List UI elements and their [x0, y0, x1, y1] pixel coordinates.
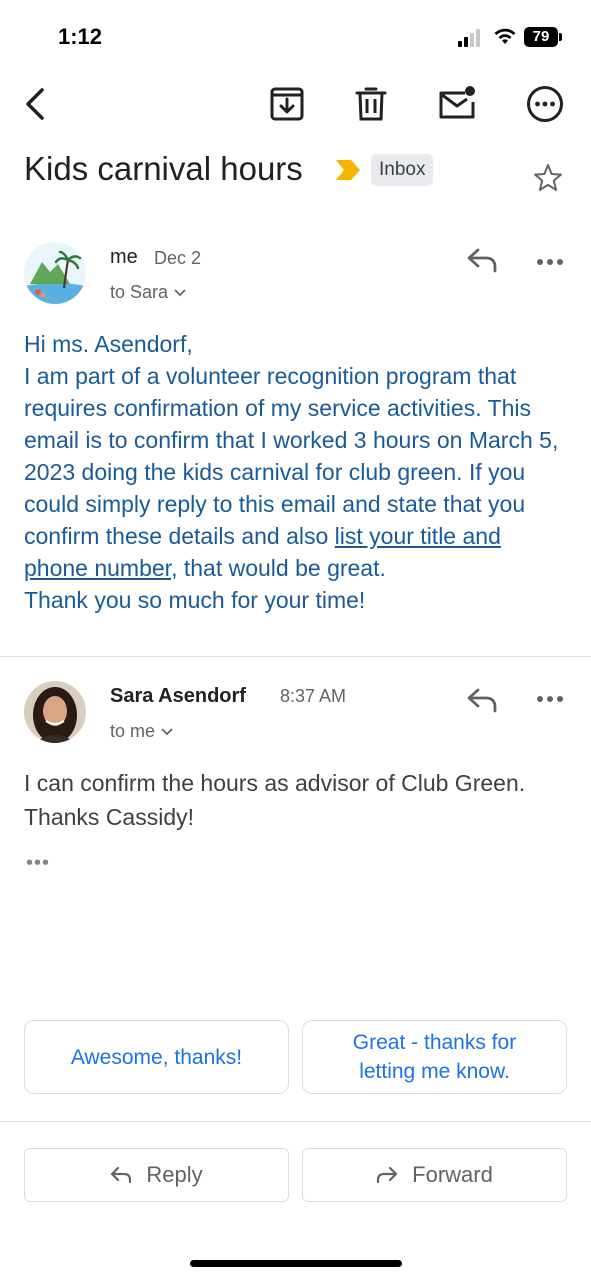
- message-body: I can confirm the hours as advisor of Club Green. Thanks Cassidy!: [24, 770, 526, 830]
- mark-unread-icon[interactable]: [437, 84, 477, 124]
- battery-level: 79: [524, 27, 558, 47]
- reply-button[interactable]: [24, 1148, 289, 1202]
- message-sender: me: [110, 246, 138, 268]
- reply-label: Reply: [146, 1162, 203, 1187]
- smart-reply-button[interactable]: Awesome, thanks!: [24, 1020, 289, 1094]
- avatar-me[interactable]: [24, 242, 86, 304]
- forward-arrow-icon: [376, 1166, 398, 1184]
- inline-link[interactable]: list your title and phone number: [24, 523, 501, 581]
- island-avatar-icon: [24, 242, 86, 304]
- wifi-icon: [493, 26, 517, 46]
- chevron-down-icon: [161, 728, 173, 736]
- message-time: 8:37 AM: [280, 686, 347, 706]
- closing-line: Thank you so much for your time!: [24, 587, 366, 613]
- body-paragraph: [24, 360, 569, 584]
- recipient-label: to Sara: [110, 282, 169, 302]
- message-body: [24, 328, 569, 616]
- message-divider: [0, 656, 591, 657]
- smart-reply-button[interactable]: Great - thanks for letting me know.: [302, 1020, 567, 1094]
- greeting: Hi ms. Asendorf,: [24, 331, 193, 357]
- reply-icon[interactable]: [466, 686, 498, 714]
- chevron-down-icon: [174, 289, 186, 297]
- battery-tip: [559, 33, 562, 41]
- email-subject: Kids carnival hours: [24, 150, 303, 187]
- person-avatar-icon: [24, 681, 86, 743]
- body-text-after-link: , that would be great.: [171, 555, 386, 581]
- home-indicator[interactable]: [190, 1260, 402, 1267]
- more-options-icon[interactable]: [525, 84, 565, 124]
- recipient-dropdown[interactable]: [110, 721, 173, 742]
- back-arrow-icon[interactable]: [18, 84, 58, 124]
- inbox-label-chip[interactable]: Inbox: [371, 154, 433, 186]
- show-trimmed-content-button[interactable]: •••: [26, 852, 51, 874]
- recipient-label: to me: [110, 721, 156, 741]
- cellular-signal-icon: [458, 29, 484, 47]
- message-sender: Sara Asendorf: [110, 685, 246, 707]
- archive-icon[interactable]: [267, 84, 307, 124]
- star-icon[interactable]: [532, 162, 564, 194]
- forward-button[interactable]: [302, 1148, 567, 1202]
- actions-divider: [0, 1121, 591, 1122]
- recipient-dropdown[interactable]: [110, 282, 186, 303]
- status-time: 1:12: [58, 24, 103, 49]
- reply-icon[interactable]: [466, 246, 498, 274]
- forward-label: Forward: [412, 1162, 493, 1187]
- delete-icon[interactable]: [351, 84, 391, 124]
- message-more-icon[interactable]: [535, 694, 565, 704]
- importance-marker-icon[interactable]: [334, 158, 362, 182]
- reply-arrow-icon: [110, 1166, 132, 1184]
- body-text: I am part of a volunteer recognition program that requires confirmation of my service activities. This email is to confirm that I worked 3 hours on March 5, 2023 doing the kids carnival for club green. If you could simply reply to this email and state that you confirm these details and also: [24, 363, 559, 549]
- message-more-icon[interactable]: [535, 257, 565, 267]
- message-date: Dec 2: [154, 248, 202, 268]
- avatar-sara[interactable]: [24, 681, 86, 743]
